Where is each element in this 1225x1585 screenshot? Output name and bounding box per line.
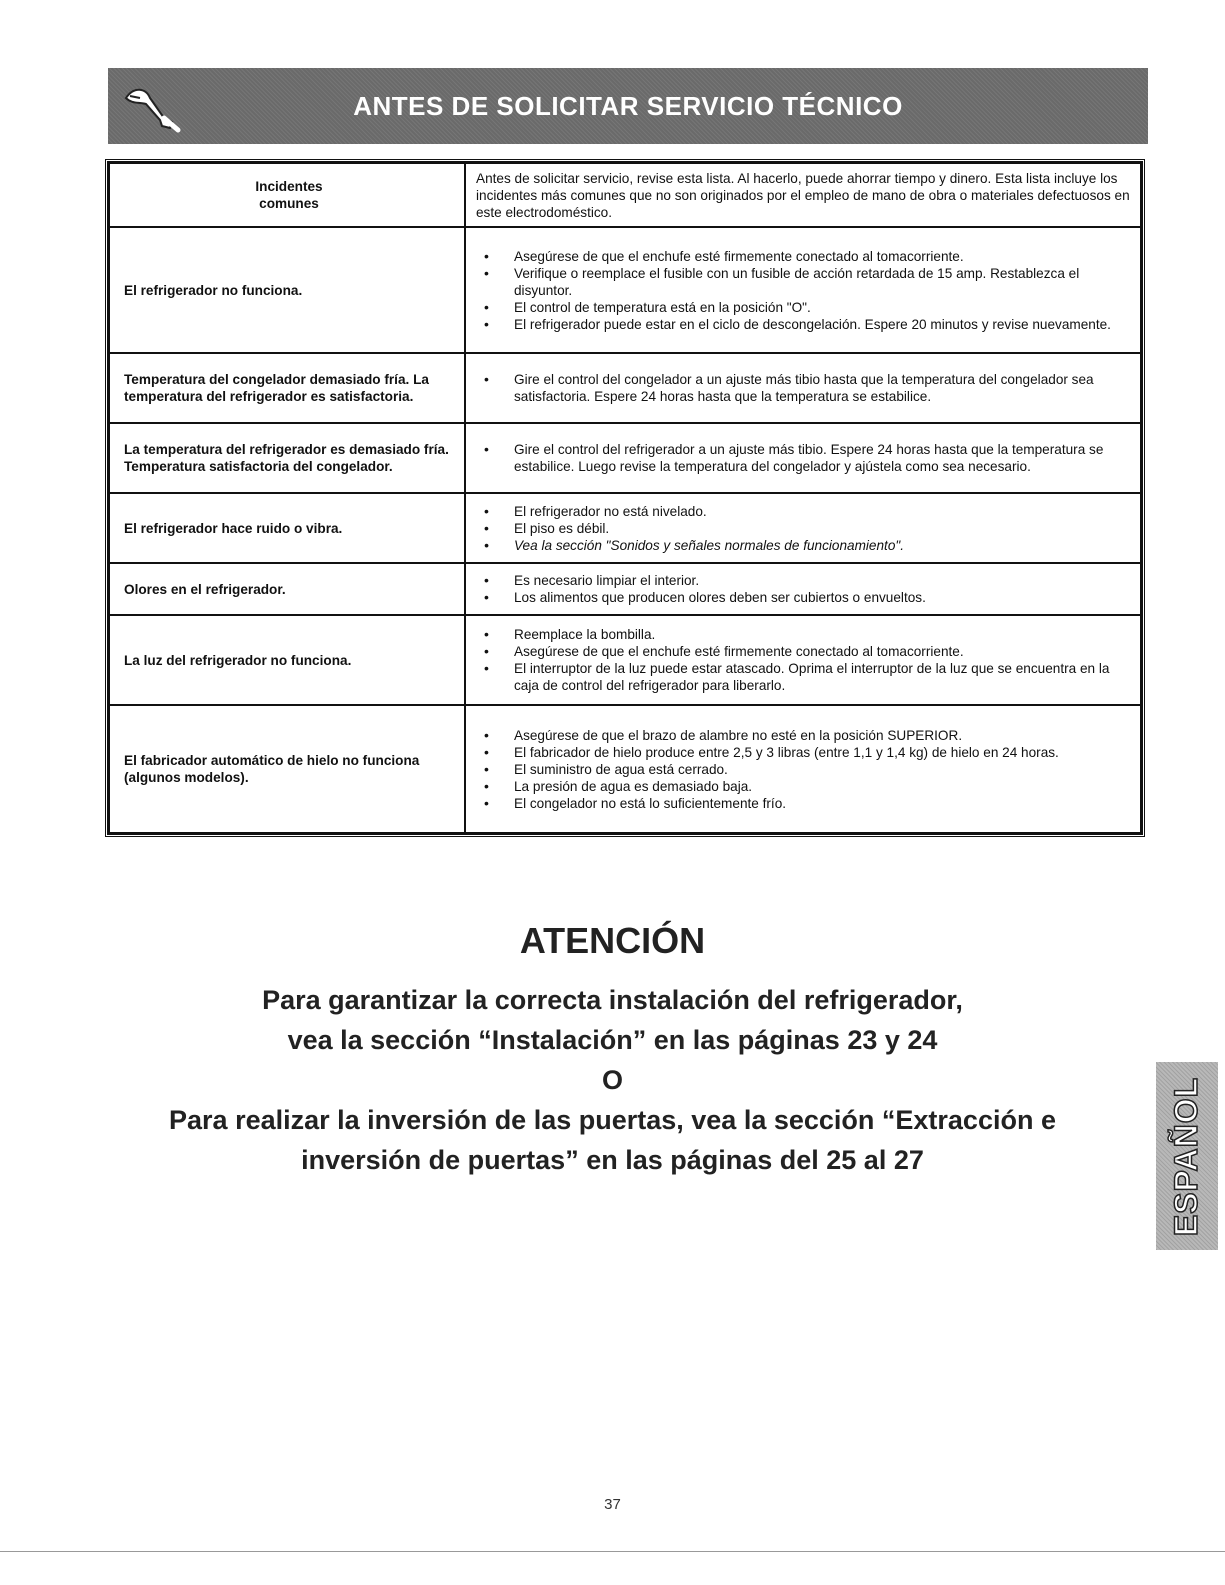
solution-cell <box>465 563 1141 615</box>
list-item: • El fabricador de hielo produce entre 2,5 y 3 libras (entre 1,1 y 1,4 kg) de hielo en 24 horas. <box>476 744 1130 761</box>
list-item: • Es necesario limpiar el interior. <box>476 572 1130 589</box>
intro-text: Antes de solicitar servicio, revise esta lista. Al hacerlo, puede ahorrar tiempo y dinero. Esta lista incluye los incidentes más comunes que no son originados por el empleo de mano de obra o materiales defectuosos en este electrodoméstico. <box>476 170 1130 220</box>
list-item: • Asegúrese de que el enchufe esté firmemente conectado al tomacorriente. <box>476 248 1130 265</box>
list-item: • Reemplace la bombilla. <box>476 626 1130 643</box>
solution-cell <box>465 423 1141 493</box>
solution-cell <box>465 227 1141 353</box>
solution-cell <box>465 493 1141 563</box>
solution-list <box>476 503 1130 554</box>
solution-list <box>476 248 1130 333</box>
notice-line: Para realizar la inversión de las puertas, vea la sección “Extracción e <box>169 1105 1056 1135</box>
problem-cell: El fabricador automático de hielo no funciona (algunos modelos). <box>109 705 465 833</box>
list-item: • Verifique o reemplace el fusible con un fusible de acción retardada de 15 amp. Restablezca el disyuntor. <box>476 265 1130 299</box>
list-item: • La presión de agua es demasiado baja. <box>476 778 1130 795</box>
page-number: 37 <box>604 1496 621 1513</box>
table-header-row <box>109 163 1141 227</box>
page-title: ANTES DE SOLICITAR SERVICIO TÉCNICO <box>353 90 903 121</box>
list-item: • Gire el control del congelador a un ajuste más tibio hasta que la temperatura del congelador sea satisfactoria. Espere 24 horas hasta que la temperatura se estabilice. <box>476 371 1130 405</box>
list-item: • El refrigerador puede estar en el ciclo de descongelación. Espere 20 minutos y revise nuevamente. <box>476 316 1130 333</box>
section-banner <box>108 68 1148 144</box>
language-tab <box>1156 1062 1218 1250</box>
solution-list <box>476 371 1130 405</box>
solution-list <box>476 441 1130 475</box>
notice-line: vea la sección “Instalación” en las páginas 23 y 24 <box>287 1025 938 1055</box>
list-item: • El refrigerador no está nivelado. <box>476 503 1130 520</box>
problem-cell: La temperatura del refrigerador es demasiado fría. Temperatura satisfactoria del congelador. <box>109 423 465 493</box>
table-row <box>109 493 1141 563</box>
troubleshooting-table <box>105 159 1145 837</box>
problem-cell: La luz del refrigerador no funciona. <box>109 615 465 705</box>
header-problem-cell <box>109 163 465 227</box>
header-intro-cell <box>465 163 1141 227</box>
table-row <box>109 563 1141 615</box>
list-item: • El piso es débil. <box>476 520 1130 537</box>
list-item: • Asegúrese de que el enchufe esté firmemente conectado al tomacorriente. <box>476 643 1130 660</box>
solution-cell <box>465 705 1141 833</box>
table-row <box>109 615 1141 705</box>
list-item: • El suministro de agua está cerrado. <box>476 761 1130 778</box>
language-tab-label: ESPAÑOL <box>1168 1076 1205 1236</box>
solution-cell <box>465 353 1141 423</box>
problem-cell: El refrigerador no funciona. <box>109 227 465 353</box>
solution-list <box>476 626 1130 694</box>
notice-or: O <box>601 1065 623 1095</box>
table-row <box>109 705 1141 833</box>
notice-line: inversión de puertas” en las páginas del 25 al 27 <box>301 1145 924 1175</box>
problem-cell: Temperatura del congelador demasiado fría. La temperatura del refrigerador es satisfactoria. <box>109 353 465 423</box>
table-row <box>109 227 1141 353</box>
problem-cell: El refrigerador hace ruido o vibra. <box>109 493 465 563</box>
list-item: • Asegúrese de que el brazo de alambre no esté en la posición SUPERIOR. <box>476 727 1130 744</box>
list-item: • El interruptor de la luz puede estar atascado. Oprima el interruptor de la luz que se encuentra en la caja de control del refrigerador para liberarlo. <box>476 660 1130 694</box>
notice-heading: ATENCIÓN <box>519 920 706 961</box>
list-item: • El control de temperatura está en la posición "O". <box>476 299 1130 316</box>
problem-cell: Olores en el refrigerador. <box>109 563 465 615</box>
header-problem-label: Incidentes comunes <box>255 179 323 211</box>
table-row <box>109 423 1141 493</box>
solution-cell <box>465 615 1141 705</box>
notice-line: Para garantizar la correcta instalación del refrigerador, <box>262 985 963 1015</box>
list-item: • Vea la sección "Sonidos y señales normales de funcionamiento". <box>476 537 1130 554</box>
solution-list <box>476 572 1130 606</box>
list-item: • Gire el control del refrigerador a un ajuste más tibio. Espere 24 horas hasta que la temperatura se estabilice. Luego revise la temperatura del congelador y ajústela como sea necesario. <box>476 441 1130 475</box>
attention-notice <box>0 920 1225 1180</box>
list-item: • El congelador no está lo suficientemente frío. <box>476 795 1130 812</box>
service-wrench-icon <box>120 76 188 136</box>
table-row <box>109 353 1141 423</box>
list-item: • Los alimentos que producen olores deben ser cubiertos o envueltos. <box>476 589 1130 606</box>
bottom-divider <box>0 1551 1225 1552</box>
solution-list <box>476 727 1130 812</box>
